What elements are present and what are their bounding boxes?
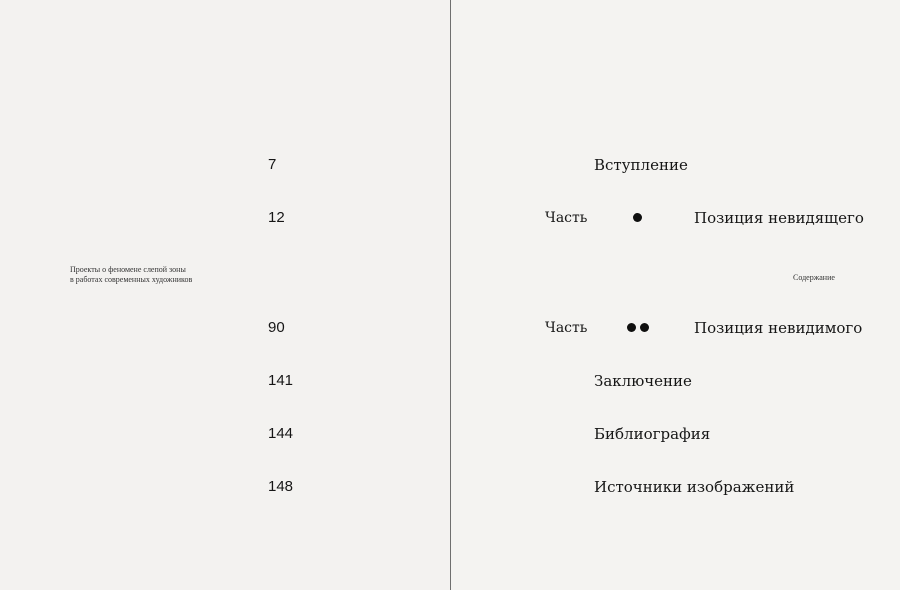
part-one-dot bbox=[633, 213, 642, 222]
toc-page-number: 7 bbox=[268, 156, 277, 173]
toc-page-number: 141 bbox=[268, 372, 294, 389]
toc-page-number: 144 bbox=[268, 425, 294, 442]
toc-entry-title: Заключение bbox=[594, 372, 692, 390]
subtitle-line-1: Проекты о феномене слепой зоны bbox=[70, 265, 186, 274]
subtitle-line-2: в работах современных художников bbox=[70, 275, 193, 284]
part-label: Часть bbox=[545, 210, 588, 226]
contents-label: Содержание bbox=[793, 273, 835, 282]
part-two-dot-2 bbox=[640, 323, 649, 332]
book-subtitle bbox=[70, 265, 270, 285]
page-fold-line bbox=[450, 0, 451, 590]
part-two-dot-1 bbox=[627, 323, 636, 332]
part-label: Часть bbox=[545, 320, 588, 336]
toc-page-number: 90 bbox=[268, 319, 285, 336]
toc-entry-title: Вступление bbox=[594, 156, 688, 174]
toc-entry-title: Позиция невидимого bbox=[694, 319, 863, 337]
toc-entry-title: Источники изображений bbox=[594, 478, 795, 496]
toc-entry-title: Позиция невидящего bbox=[694, 209, 864, 227]
toc-page-number: 148 bbox=[268, 478, 294, 495]
toc-page-number: 12 bbox=[268, 209, 285, 226]
right-page bbox=[451, 0, 900, 590]
toc-entry-title: Библиография bbox=[594, 425, 711, 443]
